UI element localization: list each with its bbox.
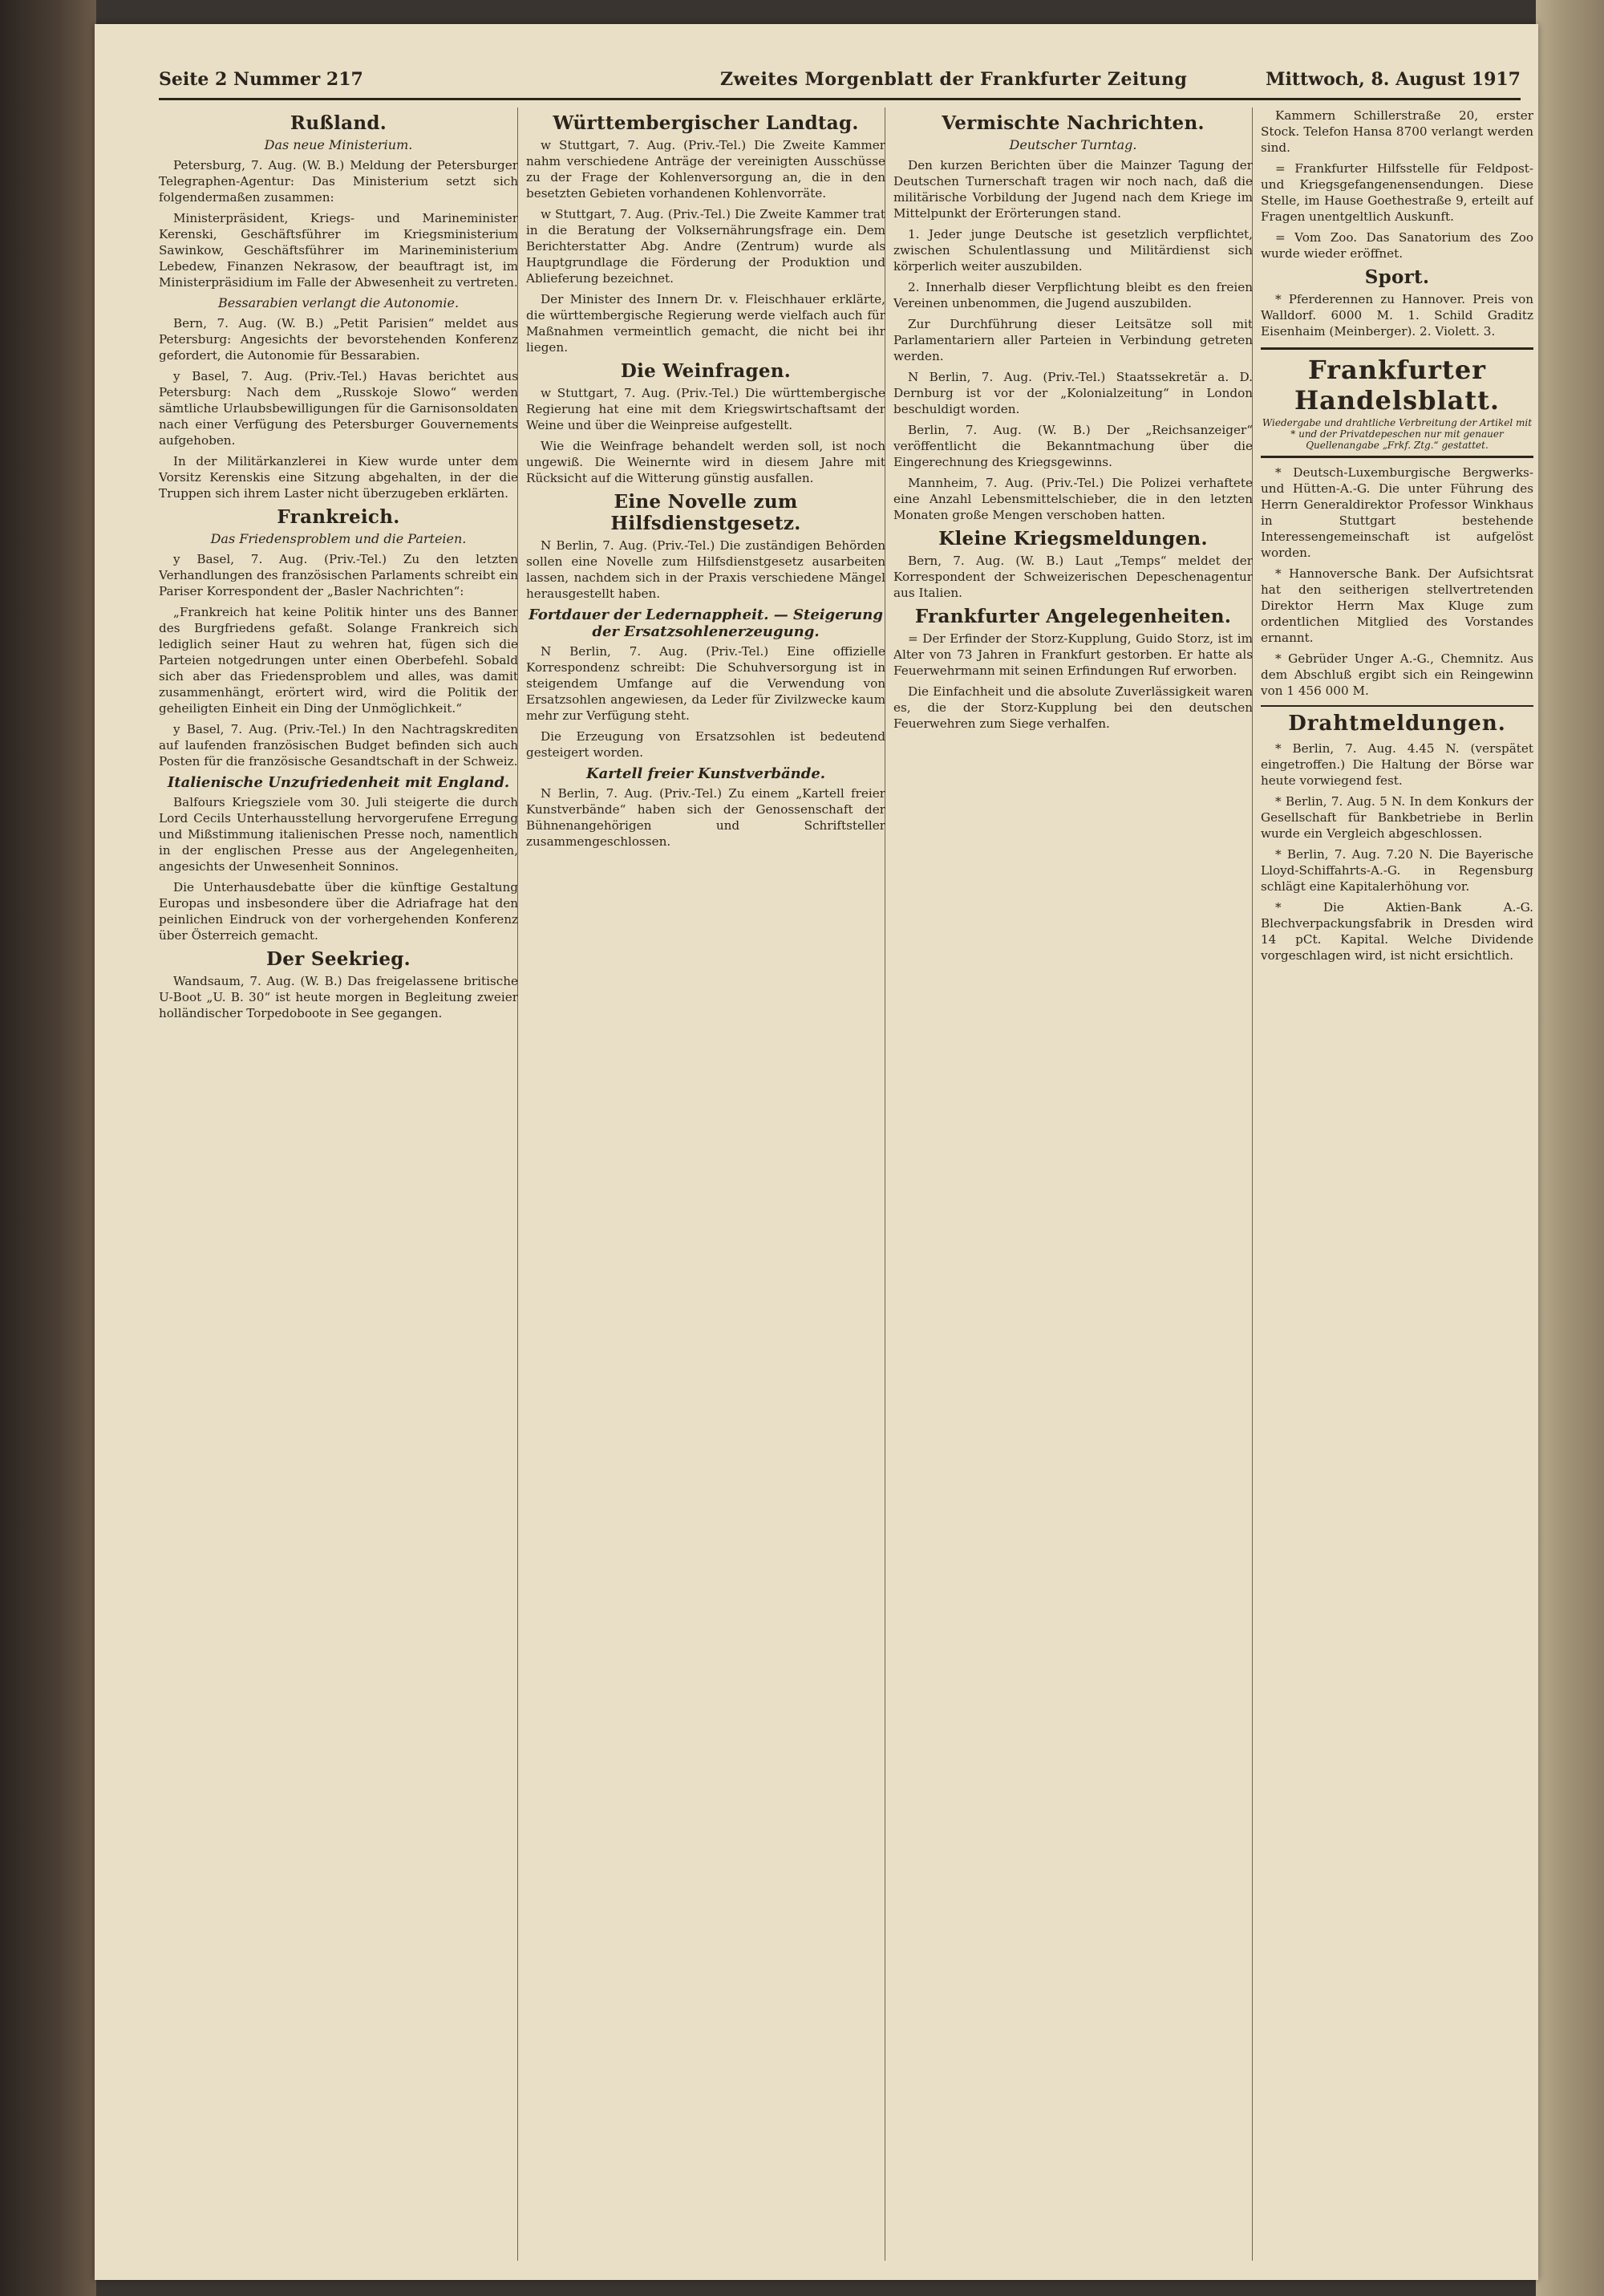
issue-date: Mittwoch, 8. August 1917 xyxy=(1266,69,1521,90)
article-text: * Berlin, 7. Aug. 7.20 N. Die Bayerische Lloyd-Schiffahrts-A.-G. in Regensburg schlägt eine Kapitalerhöhung vor. xyxy=(1261,847,1533,894)
article-text: * Pferderennen zu Hannover. Preis von Walldorf. 6000 M. 1. Schild Graditz Eisenhaim (Meinberger). 2. Violett. 3. xyxy=(1261,292,1533,339)
article-text: 1. Jeder junge Deutsche ist gesetzlich verpflichtet, zwischen Schulentlassung und Militärdienst sich körperlich weiter auszubilden. xyxy=(893,227,1253,274)
article-text: N Berlin, 7. Aug. (Priv.-Tel.) Eine offizielle Korrespondenz schreibt: Die Schuhversorgung ist in steigendem Umfange auf die Verwendung von Ersatzsohlen angewiesen, da Leder für Zivilzwecke kaum mehr zur Verfügung steht. xyxy=(526,644,885,723)
article-text: * Deutsch-Luxemburgische Bergwerks- und Hütten-A.-G. Die unter Führung des Herrn Generaldirektor Professor Winkhaus in Stuttgart bestehende Interessengemeinschaft ist aufgelöst worden. xyxy=(1261,465,1533,560)
article-text: N Berlin, 7. Aug. (Priv.-Tel.) Zu einem „Kartell freier Kunstverbände“ haben sich der Genossenschaft der Bühnenangehörigen und Schriftsteller zusammengeschlossen. xyxy=(526,786,885,849)
article-text: = Frankfurter Hilfsstelle für Feldpost- und Kriegsgefangenensendungen. Diese Stelle, im Hause Goethestraße 9, erteilt auf Fragen unentgeltlich Auskunft. xyxy=(1261,161,1533,224)
article-text: Ministerpräsident, Kriegs- und Marineminister Kerenski, Geschäftsführer im Kriegsministerium Sawinkow, Geschäftsführer im Marineministerium Lebedew, Finanzen Nekrasow, der beauftragt ist, im Ministerpräsidium im Falle der Abwesenheit zu vertreten. xyxy=(159,211,518,290)
article-text: „Frankreich hat keine Politik hinter uns des Banner des Burgfriedens gefaßt. Solange Frankreich sich lediglich seiner Haut zu wehren hat, fügen sich die Parteien notgedrungen unter einen Oberbefehl. Sobald sich aber das Friedensproblem und alles, was damit zusammenhängt, erörtert wird, wird die Politik der geheiligten Einheit ein Ding der Unmöglichkeit.“ xyxy=(159,605,518,716)
article-text: * Gebrüder Unger A.-G., Chemnitz. Aus dem Abschluß ergibt sich ein Reingewinn von 1 456 000 M. xyxy=(1261,651,1533,698)
article-text: Bern, 7. Aug. (W. B.) Laut „Temps“ meldet der Korrespondent der Schweizerischen Depeschenagentur aus Italien. xyxy=(893,554,1253,600)
handelsblatt-title: Frankfurter Handelsblatt. xyxy=(1294,355,1501,416)
section-heading: Rußland. xyxy=(290,112,387,134)
article-heading: Kartell freier Kunstverbände. xyxy=(585,765,826,782)
handelsblatt-notice: Wiedergabe und drahtliche Verbreitung der Artikel mit * und der Privatdepeschen nur mit genauer Quellenangabe „Frkf. Ztg.“ gestattet. xyxy=(1262,417,1533,451)
subheading: Das neue Ministerium. xyxy=(264,137,413,152)
column-3 xyxy=(893,107,1253,2261)
article-text: Mannheim, 7. Aug. (Priv.-Tel.) Die Polizei verhaftete eine Anzahl Lebensmittelschieber, die in den letzten Monaten große Mengen verschoben hatten. xyxy=(893,476,1253,522)
article-text: Bern, 7. Aug. (W. B.) „Petit Parisien“ meldet aus Petersburg: Angesichts der bevorstehenden Konferenz gefordert, die Autonomie für Bessarabien. xyxy=(159,316,518,363)
book-binding xyxy=(0,0,96,2296)
section-heading: Drahtmeldungen. xyxy=(1261,705,1533,736)
page-edge xyxy=(1536,0,1604,2296)
subheading: Deutscher Turntag. xyxy=(1009,137,1137,152)
article-text: w Stuttgart, 7. Aug. (Priv.-Tel.) Die Zweite Kammer nahm verschiedene Anträge der vereinigten Ausschüsse zu der Frage der Kohlenversorgung an, die in den besetzten Gebieten vorhandenen Kohlenvorräte. xyxy=(526,138,885,201)
article-text: 2. Innerhalb dieser Verpflichtung bleibt es den freien Vereinen unbenommen, die Jugend auszubilden. xyxy=(893,280,1253,310)
handelsblatt-masthead xyxy=(1261,347,1533,458)
section-heading: Württembergischer Landtag. xyxy=(553,112,859,134)
column-1 xyxy=(159,107,518,2261)
article-text: * Berlin, 7. Aug. 4.45 N. (verspätet eingetroffen.) Die Haltung der Börse war heute vorwiegend fest. xyxy=(1261,741,1533,788)
section-heading: Frankfurter Angelegenheiten. xyxy=(914,606,1232,627)
article-text: Kammern Schillerstraße 20, erster Stock. Telefon Hansa 8700 verlangt werden sind. xyxy=(1261,108,1533,155)
page-number: Seite 2 Nummer 217 xyxy=(159,69,363,90)
subheading: Das Friedensproblem und die Parteien. xyxy=(210,531,467,546)
article-text: Den kurzen Berichten über die Mainzer Tagung der Deutschen Turnerschaft tragen wir noch nach, daß die militärische Vorbildung der Jugend nach dem Kriege im Mittelpunkt der Erörterungen stand. xyxy=(893,158,1253,221)
article-text: = Vom Zoo. Das Sanatorium des Zoo wurde wieder eröffnet. xyxy=(1261,230,1533,261)
article-heading: Fortdauer der Ledernappheit. — Steigerung der Ersatzsohlenerzeugung. xyxy=(529,606,883,640)
article-text: Berlin, 7. Aug. (W. B.) Der „Reichsanzeiger“ veröffentlicht die Bekanntmachung über die Eingerechnung des Kriegsgewinns. xyxy=(893,423,1253,469)
section-heading: Eine Novelle zum Hilfsdienstgesetz. xyxy=(610,491,801,534)
article-text: N Berlin, 7. Aug. (Priv.-Tel.) Staatssekretär a. D. Dernburg ist vor der „Kolonialzeitung“ in London beschuldigt worden. xyxy=(893,370,1253,416)
article-text: * Die Aktien-Bank A.-G. Blechverpackungsfabrik in Dresden wird 14 pCt. Kapital. Welche Dividende vorgeschlagen wird, ist nicht ersichtlich. xyxy=(1261,900,1533,963)
article-heading: Italienische Unzufriedenheit mit England. xyxy=(167,774,510,791)
article-text: w Stuttgart, 7. Aug. (Priv.-Tel.) Die württembergische Regierung hat eine mit dem Kriegswirtschaftsamt der Weine und über die Weinpreise aufgestellt. xyxy=(526,386,885,432)
article-text: Die Einfachheit und die absolute Zuverlässigkeit waren es, die der Storz-Kupplung bei den deutschen Feuerwehren zum Siege verhalfen. xyxy=(893,684,1253,731)
section-heading: Sport. xyxy=(1364,266,1430,288)
newspaper-page xyxy=(95,24,1538,2280)
column-4 xyxy=(1261,107,1533,2261)
section-heading: Kleine Kriegsmeldungen. xyxy=(938,528,1208,550)
article-text: Wie die Weinfrage behandelt werden soll, ist noch ungewiß. Die Weinernte wird in diesem Jahre mit Rücksicht auf die Witterung günstig ausfallen. xyxy=(526,439,885,485)
article-text: N Berlin, 7. Aug. (Priv.-Tel.) Die zuständigen Behörden sollen eine Novelle zum Hilfsdienstgesetz ausarbeiten lassen, nachdem sich in der Praxis verschiedene Mängel herausgestellt haben. xyxy=(526,538,885,601)
section-heading: Vermischte Nachrichten. xyxy=(942,112,1205,134)
article-text: Wandsaum, 7. Aug. (W. B.) Das freigelassene britische U-Boot „U. B. 30“ ist heute morgen in Begleitung zweier holländischer Torpedoboote in See gegangen. xyxy=(159,974,518,1020)
article-text: y Basel, 7. Aug. (Priv.-Tel.) Zu den letzten Verhandlungen des französischen Parlaments schreibt ein Pariser Korrespondent der „Basler Nachrichten“: xyxy=(159,552,518,598)
article-text: w Stuttgart, 7. Aug. (Priv.-Tel.) Die Zweite Kammer trat in die Beratung der Volksernährungsfrage ein. Dem Berichterstatter Abg. Andre (Zentrum) wurde als Hauptgrundlage die Förderung der Produktion und Ablieferung bezeichnet. xyxy=(526,207,885,286)
article-text: Petersburg, 7. Aug. (W. B.) Meldung der Petersburger Telegraphen-Agentur: Das Ministerium setzt sich folgendermaßen zusammen: xyxy=(159,158,518,205)
article-text: * Berlin, 7. Aug. 5 N. In dem Konkurs der Gesellschaft für Bankbetriebe in Berlin wurde ein Vergleich abgeschlossen. xyxy=(1261,794,1533,841)
article-text: = Der Erfinder der Storz-Kupplung, Guido Storz, ist im Alter von 73 Jahren in Frankfurt gestorben. Er hatte als Feuerwehrmann mit seinen Erfindungen Ruf erworben. xyxy=(893,631,1253,678)
article-text: Zur Durchführung dieser Leitsätze soll mit Parlamentariern aller Parteien in Verbindung getreten werden. xyxy=(893,317,1253,363)
article-text: In der Militärkanzlerei in Kiew wurde unter dem Vorsitz Kerenskis eine Sitzung abgehalten, in der die Truppen sich ihrem Laster nicht überzugeben erklärten. xyxy=(159,454,518,501)
article-text: * Hannoversche Bank. Der Aufsichtsrat hat den seitherigen stellvertretenden Direktor Herrn Max Kluge zum ordentlichen Mitglied des Vorstandes ernannt. xyxy=(1261,566,1533,645)
article-text: y Basel, 7. Aug. (Priv.-Tel.) Havas berichtet aus Petersburg: Nach dem „Russkoje Slowo“ werden sämtliche Urlaubsbewilligungen für die Garnisonsoldaten nach einer Verfügung des Petersburger Gouvernements aufgehoben. xyxy=(159,369,518,448)
column-2 xyxy=(526,107,885,2261)
section-heading: Frankreich. xyxy=(277,506,400,528)
article-text: Balfours Kriegsziele vom 30. Juli steigerte die durch Lord Cecils Unterhausstellung hervorgerufene Erregung und Mißstimmung italienischen Presse noch, namentlich in der englischen Presse aus der Angelegenheiten, angesichts der Unwesenheit Sonninos. xyxy=(159,795,518,874)
masthead-title: Zweites Morgenblatt der Frankfurter Zeitung xyxy=(720,69,1188,90)
section-heading: Der Seekrieg. xyxy=(266,948,411,970)
article-text: y Basel, 7. Aug. (Priv.-Tel.) In den Nachtragskrediten auf laufenden französischen Budget befinden sich auch Posten für die französische Gesandtschaft in der Schweiz. xyxy=(159,722,518,769)
section-heading: Die Weinfragen. xyxy=(620,360,792,382)
subheading: Bessarabien verlangt die Autonomie. xyxy=(217,295,460,310)
page-header xyxy=(159,63,1521,100)
article-text: Die Unterhausdebatte über die künftige Gestaltung Europas und insbesondere über die Adriafrage hat den peinlichen Eindruck von der vorhergehenden Konferenz über Österreich gemacht. xyxy=(159,880,518,943)
article-text: Der Minister des Innern Dr. v. Fleischhauer erklärte, die württembergische Regierung werde vielfach auch für Maßnahmen vermeintlich gemacht, die nicht bei ihr liegen. xyxy=(526,292,885,355)
article-text: Die Erzeugung von Ersatzsohlen ist bedeutend gesteigert worden. xyxy=(526,729,885,760)
